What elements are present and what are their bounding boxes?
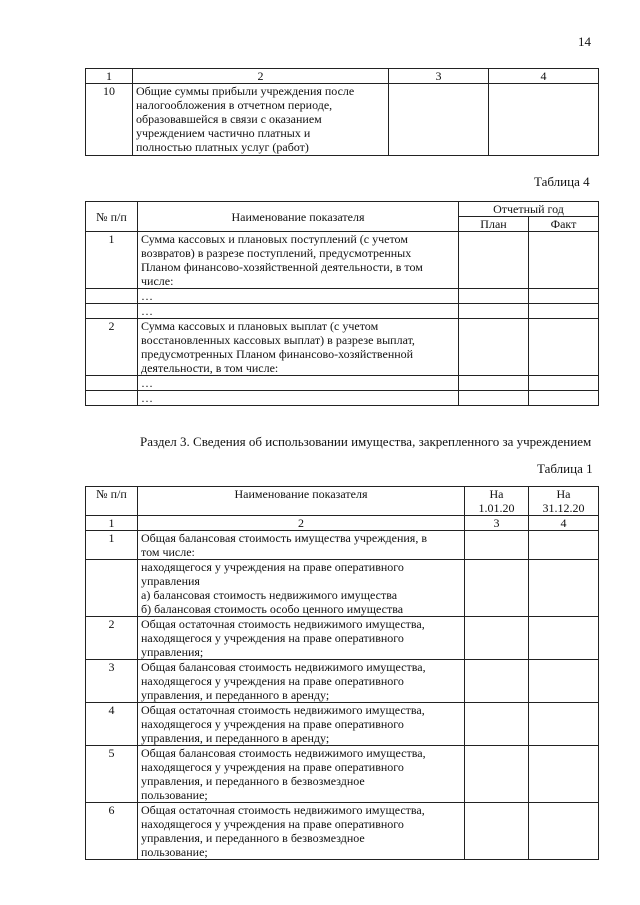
table-row <box>86 232 599 289</box>
row-value <box>459 376 529 391</box>
table-continuation <box>85 68 599 156</box>
page-number: 14 <box>578 34 591 49</box>
index-cell: 3 <box>465 516 529 531</box>
row-value <box>529 376 599 391</box>
header-name: Наименование показателя <box>138 487 465 516</box>
table-row <box>86 376 599 391</box>
index-cell: 4 <box>489 69 599 84</box>
row-value <box>465 560 529 617</box>
row-value <box>465 703 529 746</box>
row-number: 3 <box>86 660 138 703</box>
row-text: … <box>138 304 459 319</box>
row-text: Общая остаточная стоимость недвижимого имущества, находящегося у учреждения на праве оперативного управления; <box>138 617 465 660</box>
row-value <box>529 660 599 703</box>
row-number: 10 <box>86 84 133 156</box>
row-number: 1 <box>86 531 138 560</box>
row-value <box>465 746 529 803</box>
row-value <box>529 391 599 406</box>
row-text: находящегося у учреждения на праве оперативного управления а) балансовая стоимость недвижимого имущества б) балансовая стоимость особо ценного имущества <box>138 560 465 617</box>
row-value <box>529 531 599 560</box>
row-text: Сумма кассовых и плановых выплат (с учетом восстановленных кассовых выплат) в разрезе выплат, предусмотренных Планом финансово-хозяйственной деятельности, в том числе: <box>138 319 459 376</box>
row-number: 2 <box>86 319 138 376</box>
row-number <box>86 304 138 319</box>
row-value <box>459 319 529 376</box>
header-num: № п/п <box>86 202 138 232</box>
table-row <box>86 703 599 746</box>
row-value <box>459 304 529 319</box>
row-value <box>465 531 529 560</box>
index-cell: 4 <box>529 516 599 531</box>
section-title: Раздел 3. Сведения об использовании имущества, закрепленного за учреждением <box>140 434 592 449</box>
table-row <box>86 746 599 803</box>
row-value <box>529 746 599 803</box>
row-number <box>86 376 138 391</box>
row-value <box>529 319 599 376</box>
row-number <box>86 560 138 617</box>
header-period: Отчетный год <box>459 202 599 217</box>
table-row <box>86 531 599 560</box>
table-row <box>86 84 599 156</box>
header-plan: План <box>459 217 529 232</box>
row-value <box>529 289 599 304</box>
row-value <box>465 803 529 860</box>
row-number: 2 <box>86 617 138 660</box>
index-cell: 1 <box>86 69 133 84</box>
header-fact: Факт <box>529 217 599 232</box>
table-1 <box>85 486 599 860</box>
table-row <box>86 304 599 319</box>
row-text: Общая балансовая стоимость имущества учреждения, в том числе: <box>138 531 465 560</box>
row-text: … <box>138 391 459 406</box>
row-text: Общая балансовая стоимость недвижимого имущества, находящегося у учреждения на праве оперативного управления, и переданного в безвозмездное пользование; <box>138 746 465 803</box>
row-text: Общая остаточная стоимость недвижимого имущества, находящегося у учреждения на праве оперативного управления, и переданного в безвозмездное пользование; <box>138 803 465 860</box>
index-cell: 3 <box>389 69 489 84</box>
header-start-date: На 1.01.20 <box>465 487 529 516</box>
row-number: 4 <box>86 703 138 746</box>
row-text: Сумма кассовых и плановых поступлений (с учетом возвратов) в разрезе поступлений, предусмотренных Планом финансово-хозяйственной деятельности, в том числе: <box>138 232 459 289</box>
row-number: 6 <box>86 803 138 860</box>
table-row <box>86 289 599 304</box>
row-value <box>489 84 599 156</box>
row-text: Общие суммы прибыли учреждения после налогообложения в отчетном периоде, образовавшейся в связи с оказанием учреждением частично платных и полностью платных услуг (работ) <box>133 84 389 156</box>
row-value <box>459 289 529 304</box>
row-text: Общая балансовая стоимость недвижимого имущества, находящегося у учреждения на праве оперативного управления, и переданного в аренду; <box>138 660 465 703</box>
table-row <box>86 803 599 860</box>
index-cell: 2 <box>133 69 389 84</box>
row-value <box>459 391 529 406</box>
row-value <box>529 304 599 319</box>
row-value <box>465 617 529 660</box>
header-name: Наименование показателя <box>138 202 459 232</box>
row-value <box>529 803 599 860</box>
row-text: … <box>138 376 459 391</box>
table-row <box>86 319 599 376</box>
row-text: Общая остаточная стоимость недвижимого имущества, находящегося у учреждения на праве оперативного управления, и переданного в аренду; <box>138 703 465 746</box>
index-cell: 2 <box>138 516 465 531</box>
row-value <box>529 703 599 746</box>
table-4 <box>85 201 599 406</box>
row-value <box>529 232 599 289</box>
row-value <box>465 660 529 703</box>
table-row <box>86 560 599 617</box>
table-index-row <box>86 69 599 84</box>
table-row <box>86 660 599 703</box>
header-num: № п/п <box>86 487 138 516</box>
row-value <box>389 84 489 156</box>
table-index-row <box>86 516 599 531</box>
table-row <box>86 617 599 660</box>
row-value <box>529 617 599 660</box>
row-number: 5 <box>86 746 138 803</box>
row-text: … <box>138 289 459 304</box>
header-end-date: На 31.12.20 <box>529 487 599 516</box>
row-value <box>459 232 529 289</box>
row-value <box>529 560 599 617</box>
row-number <box>86 289 138 304</box>
table-row <box>86 391 599 406</box>
row-number <box>86 391 138 406</box>
table1-caption: Таблица 1 <box>537 461 593 476</box>
row-number: 1 <box>86 232 138 289</box>
index-cell: 1 <box>86 516 138 531</box>
table4-caption: Таблица 4 <box>534 174 590 189</box>
